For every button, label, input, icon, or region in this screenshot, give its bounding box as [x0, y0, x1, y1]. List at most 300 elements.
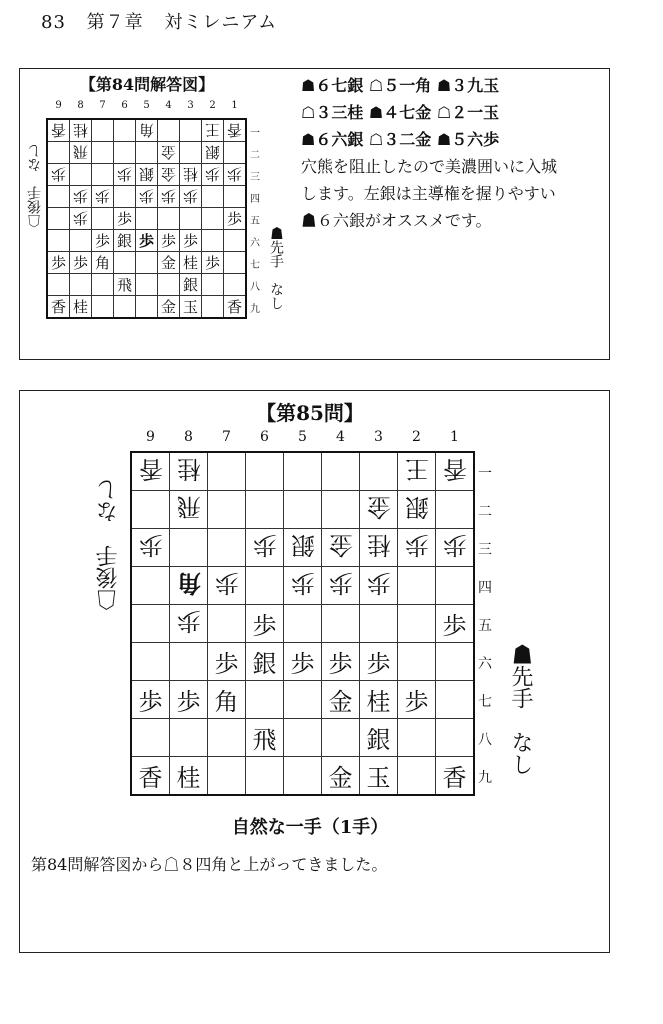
file-label: 3	[374, 429, 383, 445]
board-square	[131, 757, 170, 796]
board-square	[114, 230, 136, 252]
board-square	[131, 681, 170, 719]
board-square	[436, 719, 475, 757]
board-square	[360, 719, 398, 757]
board-square	[284, 452, 322, 491]
sente-piece: 歩	[116, 210, 132, 228]
board-square	[70, 296, 92, 319]
rank-label: 三	[250, 171, 260, 183]
board-square	[398, 719, 436, 757]
board-square	[136, 252, 158, 274]
board-square	[70, 119, 92, 142]
gote-piece: 香	[50, 121, 66, 139]
gote-piece: 王	[204, 121, 220, 139]
board-square	[208, 719, 246, 757]
board-square	[180, 252, 202, 274]
file-label: 5	[143, 100, 150, 111]
board-square	[170, 681, 208, 719]
board-square	[224, 296, 247, 319]
problem-84-title: 【第84問解答図】	[79, 75, 215, 94]
board-square	[47, 274, 70, 296]
board-square	[246, 681, 284, 719]
file-label: 9	[55, 100, 62, 111]
board-square	[436, 643, 475, 681]
rank-label: 七	[478, 693, 492, 710]
file-label: 1	[231, 100, 238, 111]
sente-piece: 歩	[138, 688, 163, 716]
gote-piece: 銀	[138, 165, 154, 183]
board-square	[322, 719, 360, 757]
board-square	[360, 567, 398, 605]
board-square	[208, 529, 246, 567]
board-square	[180, 142, 202, 164]
board-square	[202, 164, 224, 186]
board-square	[158, 274, 180, 296]
board-square	[246, 529, 284, 567]
board-square	[92, 142, 114, 164]
sente-piece: 角	[94, 254, 110, 272]
board-square	[322, 757, 360, 796]
gote-piece: 歩	[252, 531, 277, 559]
board-square	[360, 605, 398, 643]
board-square	[360, 452, 398, 491]
comment-line: します。左銀は主導権を握りやすい	[301, 184, 556, 203]
board-square	[322, 605, 360, 643]
gote-piece: 歩	[328, 569, 353, 597]
board-square	[284, 681, 322, 719]
board-square	[436, 605, 475, 643]
sente-piece: 歩	[214, 650, 239, 678]
board-square	[398, 757, 436, 796]
board-square	[322, 529, 360, 567]
sente-piece: 金	[328, 764, 353, 792]
board-square	[170, 567, 208, 605]
board-square	[47, 186, 70, 208]
sente-piece: 歩	[204, 254, 220, 272]
board-square	[114, 252, 136, 274]
gote-piece: 歩	[214, 569, 239, 597]
sente-piece: 歩	[182, 232, 198, 250]
rank-label: 四	[250, 193, 260, 205]
board-85	[130, 451, 475, 796]
board-square	[92, 119, 114, 142]
board-square	[70, 208, 92, 230]
board-square	[322, 567, 360, 605]
rank-label: 一	[250, 127, 260, 139]
board-square	[158, 296, 180, 319]
board-square	[92, 252, 114, 274]
sente-piece: 桂	[176, 764, 201, 792]
board-square	[131, 491, 170, 529]
rank-label: 二	[478, 503, 492, 520]
rank-label: 六	[478, 655, 492, 672]
board-square	[398, 567, 436, 605]
gote-piece: 歩	[138, 531, 163, 559]
board-square	[180, 230, 202, 252]
sente-piece: 香	[226, 298, 242, 316]
board-square	[136, 274, 158, 296]
board-square	[170, 757, 208, 796]
sente-piece: 歩	[290, 650, 315, 678]
board-square	[360, 529, 398, 567]
gote-piece: 歩	[404, 531, 429, 559]
sente-piece: 歩	[138, 232, 154, 250]
sente-piece: 歩	[328, 650, 353, 678]
gote-piece: 香	[138, 455, 163, 483]
board-square	[131, 605, 170, 643]
gote-piece: 飛	[72, 143, 88, 161]
board-square	[47, 230, 70, 252]
sente-piece: 玉	[366, 764, 391, 792]
board-square	[202, 252, 224, 274]
board-square	[131, 719, 170, 757]
board-square	[224, 119, 247, 142]
board-square	[224, 252, 247, 274]
rank-label: 八	[478, 731, 492, 748]
gote-piece: 歩	[204, 165, 220, 183]
board-square	[246, 719, 284, 757]
board-square	[398, 452, 436, 491]
board-square	[436, 529, 475, 567]
sente-piece: 銀	[116, 232, 132, 250]
board-square	[136, 119, 158, 142]
board-square	[170, 719, 208, 757]
gote-piece: 歩	[72, 209, 88, 227]
sente-piece: 歩	[226, 210, 242, 228]
problem-84-moves	[301, 72, 557, 234]
board-square	[202, 119, 224, 142]
gote-piece: 歩	[72, 187, 88, 205]
board-square	[246, 567, 284, 605]
board-square	[47, 142, 70, 164]
board-square	[136, 186, 158, 208]
rank-label: 二	[250, 149, 260, 161]
gote-piece: 歩	[226, 165, 242, 183]
board-square	[284, 719, 322, 757]
gote-piece: 香	[442, 455, 467, 483]
gote-piece: 角	[176, 569, 201, 598]
board-square	[208, 452, 246, 491]
board-85-sente-hand: ☗先手 なし	[508, 643, 533, 775]
rank-label: 六	[250, 237, 260, 249]
sente-piece: 歩	[94, 232, 110, 250]
rank-label: 五	[250, 215, 260, 227]
board-square	[158, 164, 180, 186]
board-square	[322, 491, 360, 529]
board-square	[322, 643, 360, 681]
page-header	[41, 8, 291, 34]
board-square	[284, 567, 322, 605]
sente-piece: 玉	[182, 298, 198, 316]
gote-piece: 桂	[366, 531, 391, 559]
board-square	[136, 142, 158, 164]
board-square	[208, 567, 246, 605]
board-square	[70, 142, 92, 164]
file-label: 6	[121, 100, 128, 111]
board-square	[246, 757, 284, 796]
board-square	[224, 186, 247, 208]
sente-piece: 香	[442, 764, 467, 792]
board-square	[158, 186, 180, 208]
moves-line: ☗６六銀 ☖３二金 ☗５六歩	[301, 130, 500, 149]
gote-piece: 金	[328, 531, 353, 559]
rank-label: 九	[250, 303, 260, 315]
board-square	[136, 164, 158, 186]
board-square	[246, 643, 284, 681]
gote-piece: 桂	[72, 121, 88, 139]
file-label: 8	[77, 100, 84, 111]
board-square	[246, 452, 284, 491]
sente-piece: 桂	[182, 254, 198, 272]
sente-piece: 金	[328, 688, 353, 716]
sente-piece: 歩	[442, 612, 467, 640]
board-square	[202, 186, 224, 208]
board-square	[47, 208, 70, 230]
board-square	[92, 274, 114, 296]
board-square	[136, 230, 158, 252]
board-square	[92, 186, 114, 208]
sente-piece: 歩	[176, 688, 201, 716]
file-label: 6	[260, 429, 269, 445]
gote-piece: 桂	[176, 455, 201, 483]
board-square	[70, 252, 92, 274]
gote-piece: 歩	[182, 187, 198, 205]
board-square	[284, 643, 322, 681]
gote-piece: 歩	[160, 187, 176, 205]
board-square	[202, 230, 224, 252]
board-square	[284, 605, 322, 643]
board-square	[70, 274, 92, 296]
comment-line: ☗６六銀がオススメです。	[301, 211, 492, 230]
sente-piece: 香	[50, 298, 66, 316]
board-square	[398, 529, 436, 567]
board-square	[284, 757, 322, 796]
board-square	[170, 529, 208, 567]
file-label: 1	[450, 429, 459, 445]
sente-piece: 金	[160, 298, 176, 316]
gote-piece: 歩	[290, 569, 315, 597]
rank-label: 一	[478, 465, 492, 482]
board-square	[208, 757, 246, 796]
board-square	[47, 296, 70, 319]
board-square	[47, 119, 70, 142]
comment-line: 穴熊を阻止したので美濃囲いに入城	[301, 157, 558, 176]
board-square	[131, 529, 170, 567]
problem-85-title: 【第85問】	[256, 401, 364, 425]
board-square	[136, 296, 158, 319]
sente-piece: 歩	[252, 612, 277, 640]
board-square	[398, 605, 436, 643]
board-square	[180, 296, 202, 319]
file-label: 9	[146, 429, 155, 445]
board-square	[47, 252, 70, 274]
board-square	[114, 208, 136, 230]
board-square	[202, 208, 224, 230]
gote-piece: 銀	[290, 531, 315, 559]
board-square	[180, 164, 202, 186]
board-84-sente-hand: ☗先手 なし	[268, 226, 284, 310]
board-square	[224, 230, 247, 252]
board-84	[46, 118, 247, 319]
gote-piece: 金	[160, 143, 176, 161]
sente-piece: 飛	[116, 276, 132, 294]
board-square	[70, 164, 92, 186]
chapter-number: 第７章	[86, 12, 144, 33]
sente-piece: 角	[214, 688, 239, 716]
gote-piece: 銀	[404, 493, 429, 521]
sente-piece: 桂	[72, 298, 88, 316]
board-square	[246, 491, 284, 529]
rank-label: 五	[478, 617, 492, 634]
board-square	[398, 491, 436, 529]
board-square	[436, 452, 475, 491]
board-square	[136, 208, 158, 230]
board-square	[180, 274, 202, 296]
board-square	[202, 296, 224, 319]
board-square	[131, 567, 170, 605]
rank-label: 九	[478, 769, 492, 786]
board-square	[436, 681, 475, 719]
board-square	[92, 230, 114, 252]
sente-piece: 歩	[50, 254, 66, 272]
board-square	[70, 230, 92, 252]
problem-85-note: 第84問解答図から☖８四角と上がってきました。	[31, 855, 388, 874]
board-square	[360, 681, 398, 719]
board-square	[224, 164, 247, 186]
board-square	[224, 142, 247, 164]
gote-piece: 金	[366, 493, 391, 521]
problem-85-caption: 自然な一手（1手）	[231, 817, 389, 838]
board-square	[398, 681, 436, 719]
board-square	[360, 643, 398, 681]
gote-piece: 歩	[176, 607, 201, 635]
board-square	[436, 491, 475, 529]
board-square	[114, 119, 136, 142]
board-square	[436, 757, 475, 796]
sente-piece: 金	[160, 254, 176, 272]
gote-piece: 角	[138, 121, 154, 139]
board-square	[360, 491, 398, 529]
board-square	[92, 296, 114, 319]
sente-piece: 桂	[366, 688, 391, 716]
gote-piece: 王	[404, 455, 429, 483]
gote-piece: 歩	[94, 187, 110, 205]
board-square	[114, 186, 136, 208]
board-square	[208, 643, 246, 681]
sente-piece: 飛	[252, 726, 277, 754]
rank-label: 七	[250, 259, 260, 271]
sente-piece: 銀	[182, 276, 198, 294]
board-square	[360, 757, 398, 796]
gote-piece: 桂	[182, 165, 198, 183]
file-label: 8	[184, 429, 193, 445]
board-square	[114, 296, 136, 319]
board-square	[170, 491, 208, 529]
sente-piece: 歩	[72, 254, 88, 272]
sente-piece: 歩	[160, 232, 176, 250]
board-square	[114, 142, 136, 164]
sente-piece: 歩	[404, 688, 429, 716]
board-square	[114, 164, 136, 186]
gote-piece: 香	[226, 121, 242, 139]
gote-piece: 歩	[116, 165, 132, 183]
board-square	[208, 491, 246, 529]
board-square	[170, 605, 208, 643]
board-square	[224, 208, 247, 230]
board-square	[208, 681, 246, 719]
gote-piece: 歩	[138, 187, 154, 205]
board-square	[208, 605, 246, 643]
board-square	[158, 230, 180, 252]
file-label: 4	[165, 100, 172, 111]
board-square	[284, 529, 322, 567]
rank-label: 三	[478, 541, 492, 558]
board-square	[202, 274, 224, 296]
board-square	[180, 208, 202, 230]
rank-label: 八	[250, 281, 260, 293]
board-square	[92, 208, 114, 230]
board-square	[202, 142, 224, 164]
sente-piece: 歩	[366, 650, 391, 678]
board-square	[47, 164, 70, 186]
file-label: 2	[412, 429, 421, 445]
board-square	[284, 491, 322, 529]
board-square	[158, 119, 180, 142]
board-square	[131, 643, 170, 681]
gote-piece: 歩	[50, 165, 66, 183]
moves-line: ☗６七銀 ☖５一角 ☗３九玉	[301, 76, 500, 95]
board-square	[180, 119, 202, 142]
board-85-gote-hand: ☖後手 なし	[96, 479, 121, 611]
file-label: 7	[222, 429, 231, 445]
file-label: 4	[336, 429, 345, 445]
sente-piece: 香	[138, 764, 163, 792]
board-square	[436, 567, 475, 605]
board-square	[246, 605, 284, 643]
board-square	[170, 643, 208, 681]
file-label: 7	[99, 100, 106, 111]
board-square	[92, 164, 114, 186]
sente-piece: 銀	[366, 726, 391, 754]
board-84-gote-hand: ☖後手 なし	[27, 144, 43, 228]
board-square	[398, 643, 436, 681]
board-square	[114, 274, 136, 296]
gote-piece: 飛	[176, 493, 201, 521]
page-number: 83	[41, 12, 66, 33]
chapter-title: 対ミレニアム	[164, 12, 278, 33]
board-square	[322, 452, 360, 491]
board-square	[170, 452, 208, 491]
file-label: 5	[298, 429, 307, 445]
gote-piece: 金	[160, 165, 176, 183]
rank-label: 四	[478, 579, 492, 596]
board-square	[224, 274, 247, 296]
board-square	[158, 208, 180, 230]
board-square	[70, 186, 92, 208]
board-square	[158, 252, 180, 274]
board-square	[180, 186, 202, 208]
board-square	[131, 452, 170, 491]
sente-piece: 銀	[252, 650, 277, 678]
gote-piece: 銀	[204, 143, 220, 161]
board-square	[158, 142, 180, 164]
file-label: 2	[209, 100, 216, 111]
file-label: 3	[187, 100, 194, 111]
gote-piece: 歩	[366, 569, 391, 597]
board-square	[322, 681, 360, 719]
moves-line: ☖３三桂 ☗４七金 ☖２一玉	[301, 103, 500, 122]
gote-piece: 歩	[442, 531, 467, 559]
